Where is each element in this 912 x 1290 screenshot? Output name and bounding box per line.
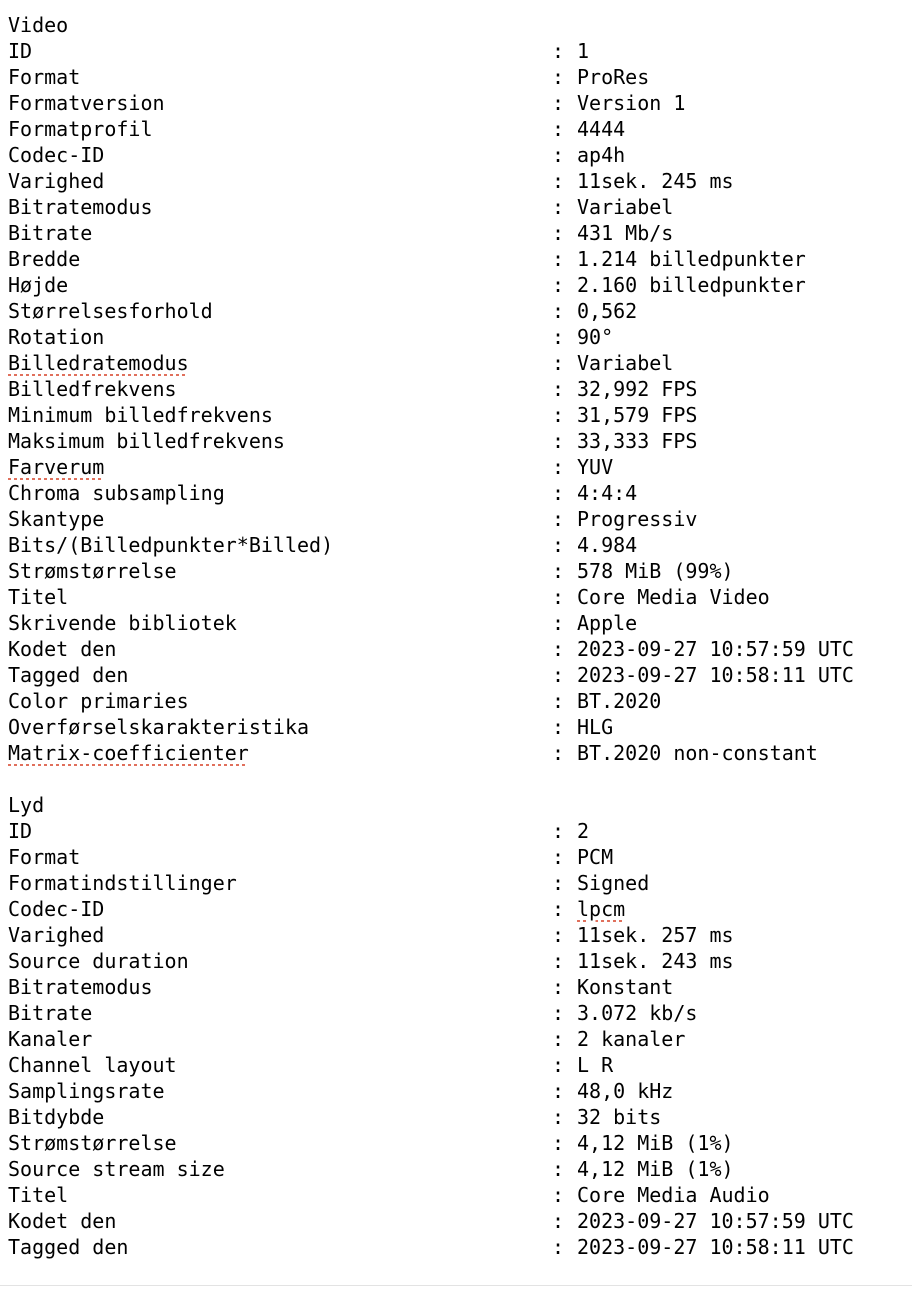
info-label: ID	[8, 819, 33, 843]
info-row	[8, 506, 908, 532]
info-value: Signed	[577, 871, 650, 895]
info-row	[8, 1182, 908, 1208]
info-label: Format	[8, 845, 81, 869]
info-value: BT.2020	[577, 689, 662, 713]
info-row	[8, 454, 908, 480]
info-row	[8, 194, 908, 220]
info-label: Tagged den	[8, 663, 129, 687]
info-row	[8, 1078, 908, 1104]
info-separator: :	[552, 1235, 565, 1259]
info-row	[8, 1208, 908, 1234]
info-separator: :	[552, 117, 565, 141]
info-separator: :	[552, 871, 565, 895]
info-value: lpcm	[577, 897, 626, 921]
audio-section	[8, 818, 908, 1260]
info-separator: :	[552, 91, 565, 115]
info-separator: :	[552, 325, 565, 349]
info-row	[8, 168, 908, 194]
info-row	[8, 532, 908, 558]
info-label: Bredde	[8, 247, 81, 271]
info-row	[8, 584, 908, 610]
info-value: YUV	[577, 455, 614, 479]
info-row	[8, 38, 908, 64]
info-value: 2	[577, 819, 590, 843]
info-label: Bitratemodus	[8, 195, 153, 219]
info-label: Formatversion	[8, 91, 165, 115]
info-label: Source duration	[8, 949, 189, 973]
info-separator: :	[552, 897, 565, 921]
info-row	[8, 714, 908, 740]
info-row	[8, 818, 908, 844]
info-row	[8, 896, 908, 922]
info-value: 2023-09-27 10:58:11 UTC	[577, 663, 854, 687]
info-separator: :	[552, 689, 565, 713]
info-value: Core Media Audio	[577, 1183, 770, 1207]
info-row	[8, 64, 908, 90]
info-value: 4444	[577, 117, 626, 141]
info-label: Rotation	[8, 325, 105, 349]
info-row	[8, 376, 908, 402]
info-row	[8, 220, 908, 246]
info-value: Progressiv	[577, 507, 698, 531]
info-separator: :	[552, 1001, 565, 1025]
info-label: Bits/(Billedpunkter*Billed)	[8, 533, 334, 557]
info-label: Skantype	[8, 507, 105, 531]
info-label: Titel	[8, 585, 69, 609]
info-value: 3.072 kb/s	[577, 1001, 698, 1025]
info-label: Farverum	[8, 455, 105, 479]
info-separator: :	[552, 403, 565, 427]
info-separator: :	[552, 1079, 565, 1103]
info-separator: :	[552, 39, 565, 63]
info-separator: :	[552, 663, 565, 687]
info-label: Strømstørrelse	[8, 559, 177, 583]
info-value: 11sek. 257 ms	[577, 923, 734, 947]
info-value: 48,0 kHz	[577, 1079, 674, 1103]
info-row	[8, 246, 908, 272]
info-label: Chroma subsampling	[8, 481, 225, 505]
info-separator: :	[552, 715, 565, 739]
info-separator: :	[552, 1027, 565, 1051]
info-label: Formatprofil	[8, 117, 153, 141]
info-row	[8, 1052, 908, 1078]
info-label: Højde	[8, 273, 69, 297]
info-value: 32 bits	[577, 1105, 662, 1129]
info-label: Kodet den	[8, 637, 117, 661]
info-value: 578 MiB (99%)	[577, 559, 734, 583]
info-separator: :	[552, 169, 565, 193]
info-label: Titel	[8, 1183, 69, 1207]
info-row	[8, 870, 908, 896]
info-row	[8, 142, 908, 168]
info-label: Varighed	[8, 169, 105, 193]
info-label: Billedfrekvens	[8, 377, 177, 401]
info-row	[8, 428, 908, 454]
section-gap	[8, 766, 908, 792]
info-value: L R	[577, 1053, 614, 1077]
info-value: Konstant	[577, 975, 674, 999]
info-label: Bitrate	[8, 221, 93, 245]
info-row	[8, 688, 908, 714]
info-label: Kanaler	[8, 1027, 93, 1051]
info-separator: :	[552, 1053, 565, 1077]
info-row	[8, 1026, 908, 1052]
info-value: 31,579 FPS	[577, 403, 698, 427]
info-label: Kodet den	[8, 1209, 117, 1233]
info-separator: :	[552, 611, 565, 635]
info-value: 4:4:4	[577, 481, 638, 505]
info-value: 0,562	[577, 299, 638, 323]
info-label: Format	[8, 65, 81, 89]
info-row	[8, 558, 908, 584]
info-row	[8, 740, 908, 766]
info-separator: :	[552, 533, 565, 557]
video-section	[8, 38, 908, 766]
info-separator: :	[552, 195, 565, 219]
info-row	[8, 272, 908, 298]
info-value: 90°	[577, 325, 614, 349]
info-value: 2023-09-27 10:57:59 UTC	[577, 1209, 854, 1233]
audio-section-title: Lyd	[8, 793, 45, 817]
info-value: ProRes	[577, 65, 650, 89]
info-value: ap4h	[577, 143, 626, 167]
info-row	[8, 350, 908, 376]
info-row	[8, 324, 908, 350]
info-value: 4,12 MiB (1%)	[577, 1131, 734, 1155]
info-separator: :	[552, 819, 565, 843]
info-label: Source stream size	[8, 1157, 225, 1181]
info-separator: :	[552, 455, 565, 479]
info-separator: :	[552, 273, 565, 297]
info-separator: :	[552, 481, 565, 505]
info-separator: :	[552, 1105, 565, 1129]
info-value: 33,333 FPS	[577, 429, 698, 453]
info-label: Bitrate	[8, 1001, 93, 1025]
info-row	[8, 480, 908, 506]
info-value: Version 1	[577, 91, 686, 115]
info-row	[8, 116, 908, 142]
info-row	[8, 636, 908, 662]
info-row	[8, 922, 908, 948]
info-value: 1	[577, 39, 590, 63]
info-separator: :	[552, 559, 565, 583]
info-label: Bitdybde	[8, 1105, 105, 1129]
info-value: 2023-09-27 10:57:59 UTC	[577, 637, 854, 661]
info-separator: :	[552, 585, 565, 609]
info-row	[8, 1234, 908, 1260]
info-label: Color primaries	[8, 689, 189, 713]
info-value: 4.984	[577, 533, 638, 557]
info-label: ID	[8, 39, 33, 63]
info-label: Codec-ID	[8, 143, 105, 167]
info-value: 431 Mb/s	[577, 221, 674, 245]
info-row	[8, 1104, 908, 1130]
info-label: Codec-ID	[8, 897, 105, 921]
info-value: Variabel	[577, 195, 674, 219]
info-separator: :	[552, 299, 565, 323]
info-label: Størrelsesforhold	[8, 299, 213, 323]
info-value: HLG	[577, 715, 614, 739]
info-separator: :	[552, 949, 565, 973]
info-row	[8, 1000, 908, 1026]
info-label: Matrix-coefficienter	[8, 741, 249, 765]
window-bottom-border	[0, 1285, 912, 1286]
info-label: Formatindstillinger	[8, 871, 237, 895]
info-separator: :	[552, 507, 565, 531]
info-value: BT.2020 non-constant	[577, 741, 818, 765]
info-label: Billedratemodus	[8, 351, 189, 375]
info-label: Tagged den	[8, 1235, 129, 1259]
info-row	[8, 948, 908, 974]
info-row	[8, 402, 908, 428]
info-value: 2023-09-27 10:58:11 UTC	[577, 1235, 854, 1259]
info-label: Strømstørrelse	[8, 1131, 177, 1155]
info-label: Bitratemodus	[8, 975, 153, 999]
info-separator: :	[552, 65, 565, 89]
info-row	[8, 90, 908, 116]
info-row	[8, 1130, 908, 1156]
info-separator: :	[552, 1157, 565, 1181]
info-row	[8, 844, 908, 870]
info-value: 2.160 billedpunkter	[577, 273, 806, 297]
info-separator: :	[552, 1131, 565, 1155]
info-value: PCM	[577, 845, 614, 869]
info-separator: :	[552, 1209, 565, 1233]
info-separator: :	[552, 377, 565, 401]
info-row	[8, 974, 908, 1000]
info-value: Variabel	[577, 351, 674, 375]
info-row	[8, 1156, 908, 1182]
info-separator: :	[552, 1183, 565, 1207]
info-value: Apple	[577, 611, 638, 635]
info-label: Channel layout	[8, 1053, 177, 1077]
info-separator: :	[552, 429, 565, 453]
info-value: 11sek. 245 ms	[577, 169, 734, 193]
info-separator: :	[552, 221, 565, 245]
info-label: Maksimum billedfrekvens	[8, 429, 285, 453]
info-value: 11sek. 243 ms	[577, 949, 734, 973]
video-section-title: Video	[8, 13, 69, 37]
info-value: Core Media Video	[577, 585, 770, 609]
info-label: Varighed	[8, 923, 105, 947]
info-label: Samplingsrate	[8, 1079, 165, 1103]
info-value: 4,12 MiB (1%)	[577, 1157, 734, 1181]
info-separator: :	[552, 975, 565, 999]
info-row	[8, 662, 908, 688]
info-label: Overførselskarakteristika	[8, 715, 310, 739]
info-separator: :	[552, 637, 565, 661]
info-separator: :	[552, 923, 565, 947]
info-separator: :	[552, 741, 565, 765]
info-separator: :	[552, 351, 565, 375]
info-separator: :	[552, 247, 565, 271]
info-label: Skrivende bibliotek	[8, 611, 237, 635]
info-row	[8, 298, 908, 324]
media-info-report[interactable]	[8, 12, 908, 1260]
info-value: 32,992 FPS	[577, 377, 698, 401]
info-separator: :	[552, 845, 565, 869]
info-value: 2 kanaler	[577, 1027, 686, 1051]
info-row	[8, 610, 908, 636]
info-value: 1.214 billedpunkter	[577, 247, 806, 271]
info-label: Minimum billedfrekvens	[8, 403, 273, 427]
info-separator: :	[552, 143, 565, 167]
